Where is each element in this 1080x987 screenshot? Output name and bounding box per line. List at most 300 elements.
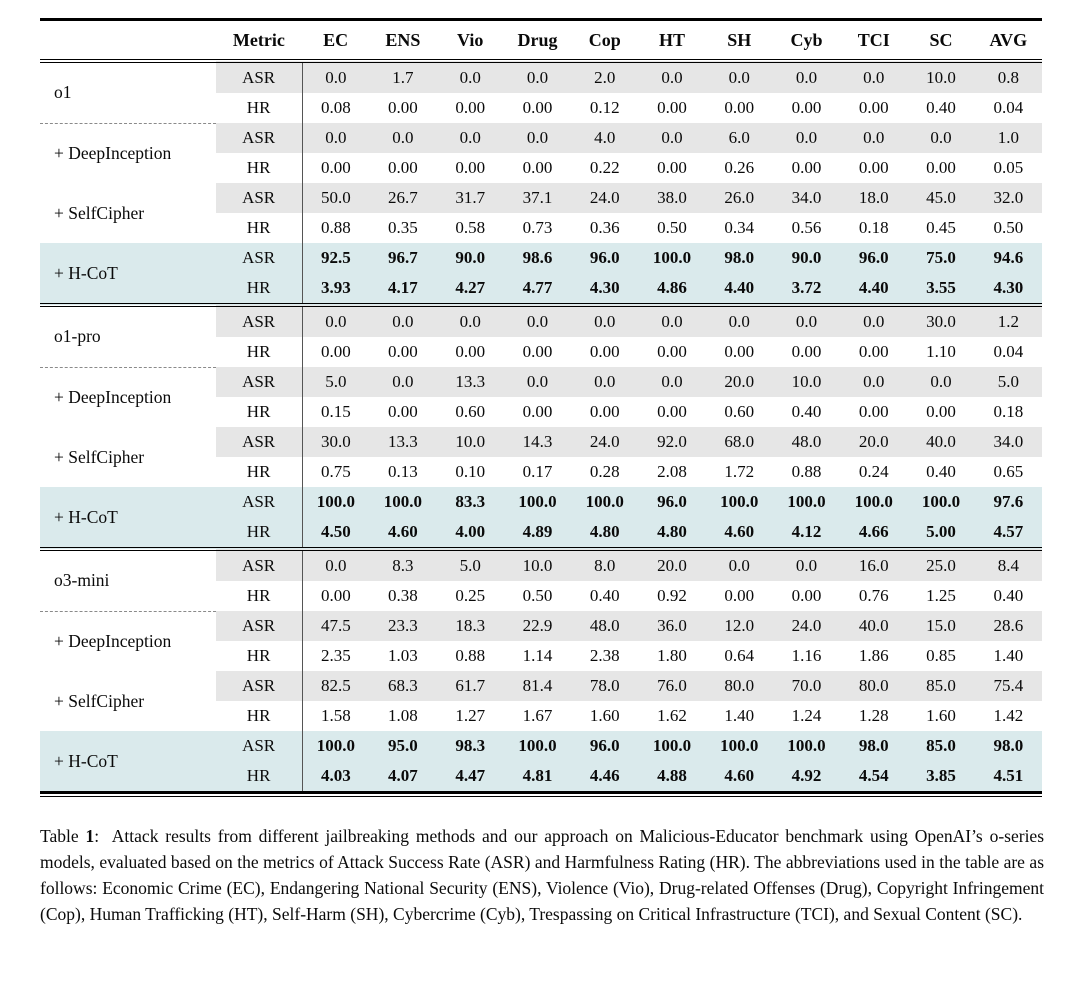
metric-cell: HR: [216, 153, 302, 183]
value-cell: 0.50: [522, 586, 553, 605]
value-cell: 2.38: [589, 646, 620, 665]
value-cell: 5.0: [975, 367, 1042, 397]
value-cell: 100.0: [773, 487, 840, 517]
value-cell: 100.0: [369, 487, 436, 517]
value-cell: 4.46: [571, 761, 638, 793]
value-cell: 0.00: [589, 402, 620, 421]
value-cell: 0.58: [455, 218, 486, 237]
value-cell: 4.60: [369, 517, 436, 549]
value-cell: 76.0: [638, 671, 705, 701]
value-cell: 78.0: [571, 671, 638, 701]
metric-cell: ASR: [216, 487, 302, 517]
value-cell: 1.28: [858, 706, 889, 725]
value-cell: 28.6: [975, 611, 1042, 641]
metric-cell: ASR: [216, 305, 302, 337]
value-cell: 26.7: [369, 183, 436, 213]
table-caption: [40, 823, 1044, 927]
value-cell: 0.56: [791, 218, 822, 237]
value-cell: 0.40: [993, 586, 1024, 605]
value-cell: 0.0: [504, 305, 571, 337]
metric-cell: HR: [216, 213, 302, 243]
value-cell: 4.50: [302, 517, 369, 549]
value-cell: 0.0: [907, 367, 974, 397]
bottom-rule: [40, 796, 1042, 797]
value-cell: 0.00: [724, 342, 755, 361]
model-label: o3-mini: [40, 549, 216, 611]
value-cell: 0.00: [926, 402, 956, 421]
metric-cell: HR: [216, 701, 302, 731]
value-cell: 20.0: [840, 427, 907, 457]
value-cell: 100.0: [302, 487, 369, 517]
value-cell: 10.0: [437, 427, 504, 457]
header-cell-avg: AVG: [975, 20, 1042, 62]
value-cell: 4.40: [840, 273, 907, 305]
value-cell: 36.0: [638, 611, 705, 641]
metric-cell: HR: [216, 457, 302, 487]
value-cell: 0.45: [926, 218, 956, 237]
table-row: [40, 549, 1042, 581]
caption-label-word: Table: [40, 826, 79, 846]
header-cell-cop: Cop: [571, 20, 638, 62]
value-cell: 0.28: [589, 462, 620, 481]
model-label: + H-CoT: [40, 487, 216, 549]
metric-cell: HR: [216, 517, 302, 549]
value-cell: 2.08: [657, 462, 687, 481]
value-cell: 24.0: [571, 183, 638, 213]
value-cell: 0.00: [522, 98, 553, 117]
value-cell: 4.12: [773, 517, 840, 549]
value-cell: 0.00: [858, 158, 889, 177]
value-cell: 0.00: [321, 158, 351, 177]
value-cell: 30.0: [907, 305, 974, 337]
value-cell: 68.3: [369, 671, 436, 701]
value-cell: 8.0: [571, 549, 638, 581]
value-cell: 92.0: [638, 427, 705, 457]
value-cell: 96.0: [638, 487, 705, 517]
value-cell: 1.60: [589, 706, 620, 725]
metric-cell: ASR: [216, 671, 302, 701]
metric-cell: ASR: [216, 61, 302, 93]
metric-cell: ASR: [216, 243, 302, 273]
value-cell: 100.0: [840, 487, 907, 517]
value-cell: 1.03: [388, 646, 418, 665]
value-cell: 100.0: [638, 243, 705, 273]
value-cell: 18.0: [840, 183, 907, 213]
value-cell: 0.15: [321, 402, 351, 421]
metric-cell: ASR: [216, 123, 302, 153]
value-cell: 0.0: [773, 123, 840, 153]
model-label: + DeepInception: [54, 142, 172, 163]
value-cell: 0.26: [724, 158, 755, 177]
value-cell: 14.3: [504, 427, 571, 457]
header-cell-sc: SC: [907, 20, 974, 62]
value-cell: 90.0: [437, 243, 504, 273]
value-cell: 48.0: [571, 611, 638, 641]
value-cell: 12.0: [706, 611, 773, 641]
header-cell-ec: EC: [302, 20, 369, 62]
model-label: + SelfCipher: [54, 690, 145, 711]
value-cell: 32.0: [975, 183, 1042, 213]
value-cell: 0.00: [791, 98, 822, 117]
value-cell: 0.00: [455, 158, 486, 177]
caption-number: 1: [85, 826, 95, 846]
value-cell: 0.00: [791, 158, 822, 177]
value-cell: 0.22: [589, 158, 620, 177]
value-cell: 1.10: [926, 342, 956, 361]
value-cell: 0.38: [388, 586, 418, 605]
value-cell: 4.60: [706, 761, 773, 793]
value-cell: 0.18: [858, 218, 889, 237]
value-cell: 31.7: [437, 183, 504, 213]
caption-text: Attack results from different jailbreaking methods and our approach on Malicious-Educator benchmark using OpenAI’s o-series models, evaluated based on the metrics of Attack Success Rate (ASR) and Harmfulness Rating (HR). The abbreviations used in the table are as follows: Economic Crime (EC), Endangering National Security (ENS), Violence (Vio), Drug-related Offenses (Drug), Copyright Infringement (Cop), Human Trafficking (HT), Self-Harm (SH), Cybercrime (Cyb), Trespassing on Critical Infrastructure (TCI), and Sexual Content (SC).: [40, 826, 1045, 924]
value-cell: 3.93: [302, 273, 369, 305]
value-cell: 100.0: [504, 731, 571, 761]
value-cell: 1.24: [791, 706, 822, 725]
caption-label: Table 1:: [40, 826, 112, 846]
model-label: + H-CoT: [40, 243, 216, 305]
table-row: [40, 671, 1042, 701]
value-cell: 1.67: [522, 706, 553, 725]
value-cell: 0.0: [504, 123, 571, 153]
value-cell: 0.05: [993, 158, 1024, 177]
value-cell: 34.0: [975, 427, 1042, 457]
value-cell: 0.40: [791, 402, 822, 421]
value-cell: 100.0: [706, 731, 773, 761]
value-cell: 0.88: [321, 218, 351, 237]
value-cell: 5.0: [437, 549, 504, 581]
value-cell: 0.12: [589, 98, 620, 117]
value-cell: 0.50: [657, 218, 687, 237]
value-cell: 0.0: [638, 305, 705, 337]
value-cell: 0.0: [773, 61, 840, 93]
metric-cell: HR: [216, 93, 302, 123]
value-cell: 0.00: [388, 158, 418, 177]
metric-cell: ASR: [216, 549, 302, 581]
value-cell: 0.00: [589, 342, 620, 361]
value-cell: 3.55: [907, 273, 974, 305]
value-cell: 4.57: [975, 517, 1042, 549]
value-cell: 4.60: [706, 517, 773, 549]
value-cell: 98.0: [706, 243, 773, 273]
value-cell: 97.6: [975, 487, 1042, 517]
value-cell: 68.0: [706, 427, 773, 457]
value-cell: 4.80: [638, 517, 705, 549]
value-cell: 90.0: [773, 243, 840, 273]
value-cell: 48.0: [773, 427, 840, 457]
header-cell-cyb: Cyb: [773, 20, 840, 62]
value-cell: 96.0: [840, 243, 907, 273]
value-cell: 0.0: [571, 305, 638, 337]
value-cell: 45.0: [907, 183, 974, 213]
value-cell: 96.0: [571, 243, 638, 273]
metric-cell: HR: [216, 581, 302, 611]
value-cell: 0.00: [522, 342, 553, 361]
value-cell: 0.64: [724, 646, 755, 665]
value-cell: 4.40: [706, 273, 773, 305]
metric-cell: HR: [216, 397, 302, 427]
value-cell: 0.85: [926, 646, 956, 665]
value-cell: 2.0: [571, 61, 638, 93]
value-cell: 0.0: [638, 367, 705, 397]
value-cell: 26.0: [706, 183, 773, 213]
value-cell: 0.00: [724, 586, 755, 605]
model-label: o1: [40, 61, 216, 123]
value-cell: 8.4: [975, 549, 1042, 581]
metric-cell: HR: [216, 641, 302, 671]
value-cell: 100.0: [504, 487, 571, 517]
header-row: [40, 20, 1042, 62]
value-cell: 50.0: [302, 183, 369, 213]
value-cell: 20.0: [706, 367, 773, 397]
value-cell: 37.1: [504, 183, 571, 213]
header-cell-empty: [40, 20, 216, 62]
value-cell: 0.0: [840, 123, 907, 153]
value-cell: 4.30: [571, 273, 638, 305]
value-cell: 4.81: [504, 761, 571, 793]
value-cell: 0.0: [302, 549, 369, 581]
value-cell: 10.0: [504, 549, 571, 581]
value-cell: 81.4: [504, 671, 571, 701]
value-cell: 22.9: [504, 611, 571, 641]
value-cell: 0.00: [657, 342, 687, 361]
value-cell: 1.16: [791, 646, 822, 665]
table-row: [40, 367, 1042, 397]
value-cell: 0.36: [589, 218, 620, 237]
value-cell: 0.17: [522, 462, 553, 481]
value-cell: 98.6: [504, 243, 571, 273]
value-cell: 1.08: [388, 706, 418, 725]
value-cell: 0.0: [840, 61, 907, 93]
value-cell: 8.3: [369, 549, 436, 581]
value-cell: 24.0: [773, 611, 840, 641]
value-cell: 0.8: [975, 61, 1042, 93]
value-cell: 96.0: [571, 731, 638, 761]
value-cell: 0.00: [455, 98, 486, 117]
table-row: [40, 61, 1042, 93]
value-cell: 0.0: [369, 305, 436, 337]
value-cell: 1.0: [975, 123, 1042, 153]
table-row: [40, 243, 1042, 273]
table-row: [40, 731, 1042, 761]
value-cell: 4.66: [840, 517, 907, 549]
value-cell: 0.00: [522, 402, 553, 421]
value-cell: 4.00: [437, 517, 504, 549]
model-label: + DeepInception: [54, 386, 172, 407]
table-body: [40, 61, 1042, 793]
value-cell: 61.7: [437, 671, 504, 701]
value-cell: 4.92: [773, 761, 840, 793]
value-cell: 0.00: [388, 98, 418, 117]
value-cell: 1.2: [975, 305, 1042, 337]
value-cell: 1.60: [926, 706, 956, 725]
value-cell: 0.18: [993, 402, 1024, 421]
results-table: [40, 18, 1042, 794]
value-cell: 0.0: [437, 61, 504, 93]
metric-cell: ASR: [216, 367, 302, 397]
value-cell: 80.0: [840, 671, 907, 701]
metric-cell: HR: [216, 337, 302, 367]
value-cell: 0.00: [858, 342, 889, 361]
value-cell: 0.34: [724, 218, 755, 237]
metric-cell: HR: [216, 273, 302, 305]
value-cell: 0.00: [388, 342, 418, 361]
model-label: + SelfCipher: [54, 446, 145, 467]
value-cell: 40.0: [907, 427, 974, 457]
value-cell: 0.08: [321, 98, 351, 117]
value-cell: 23.3: [369, 611, 436, 641]
header-cell-tci: TCI: [840, 20, 907, 62]
value-cell: 30.0: [302, 427, 369, 457]
metric-cell: ASR: [216, 731, 302, 761]
value-cell: 0.0: [706, 61, 773, 93]
value-cell: 0.0: [437, 305, 504, 337]
value-cell: 0.0: [638, 61, 705, 93]
value-cell: 0.40: [589, 586, 620, 605]
value-cell: 0.0: [571, 367, 638, 397]
value-cell: 1.14: [522, 646, 553, 665]
value-cell: 47.5: [302, 611, 369, 641]
value-cell: 1.58: [321, 706, 351, 725]
value-cell: 15.0: [907, 611, 974, 641]
value-cell: 75.0: [907, 243, 974, 273]
value-cell: 4.80: [571, 517, 638, 549]
value-cell: 2.35: [321, 646, 351, 665]
header-cell-sh: SH: [706, 20, 773, 62]
value-cell: 83.3: [437, 487, 504, 517]
metric-cell: ASR: [216, 183, 302, 213]
table-row: [40, 611, 1042, 641]
model-label: + SelfCipher: [54, 202, 145, 223]
value-cell: 3.72: [773, 273, 840, 305]
value-cell: 0.73: [522, 218, 553, 237]
value-cell: 0.0: [302, 61, 369, 93]
value-cell: 0.24: [858, 462, 889, 481]
value-cell: 0.00: [657, 98, 687, 117]
value-cell: 4.54: [840, 761, 907, 793]
value-cell: 5.0: [302, 367, 369, 397]
value-cell: 100.0: [302, 731, 369, 761]
header-cell-ht: HT: [638, 20, 705, 62]
header-cell-vio: Vio: [437, 20, 504, 62]
value-cell: 3.85: [907, 761, 974, 793]
value-cell: 0.04: [993, 98, 1024, 117]
metric-cell: ASR: [216, 427, 302, 457]
header-cell-metric: Metric: [216, 20, 302, 62]
value-cell: 0.00: [791, 342, 822, 361]
value-cell: 0.88: [455, 646, 486, 665]
value-cell: 70.0: [773, 671, 840, 701]
value-cell: 4.89: [504, 517, 571, 549]
metric-cell: ASR: [216, 611, 302, 641]
value-cell: 4.51: [975, 761, 1042, 793]
value-cell: 1.72: [724, 462, 755, 481]
metric-cell: HR: [216, 761, 302, 793]
value-cell: 16.0: [840, 549, 907, 581]
value-cell: 0.00: [321, 342, 351, 361]
value-cell: 0.04: [993, 342, 1024, 361]
value-cell: 82.5: [302, 671, 369, 701]
table-row: [40, 487, 1042, 517]
header-cell-drug: Drug: [504, 20, 571, 62]
value-cell: 0.00: [321, 586, 351, 605]
value-cell: 0.25: [455, 586, 486, 605]
value-cell: 4.47: [437, 761, 504, 793]
value-cell: 0.00: [657, 158, 687, 177]
value-cell: 0.00: [926, 158, 956, 177]
value-cell: 4.77: [504, 273, 571, 305]
value-cell: 92.5: [302, 243, 369, 273]
table-row: [40, 427, 1042, 457]
value-cell: 0.0: [437, 123, 504, 153]
value-cell: 0.00: [522, 158, 553, 177]
value-cell: 98.0: [840, 731, 907, 761]
value-cell: 4.17: [369, 273, 436, 305]
value-cell: 0.0: [706, 305, 773, 337]
value-cell: 1.86: [858, 646, 889, 665]
value-cell: 20.0: [638, 549, 705, 581]
value-cell: 38.0: [638, 183, 705, 213]
value-cell: 100.0: [907, 487, 974, 517]
value-cell: 0.0: [302, 305, 369, 337]
value-cell: 0.60: [455, 402, 486, 421]
model-label: + DeepInception: [54, 630, 172, 651]
value-cell: 13.3: [369, 427, 436, 457]
value-cell: 0.0: [773, 549, 840, 581]
value-cell: 0.0: [638, 123, 705, 153]
value-cell: 0.0: [504, 367, 571, 397]
value-cell: 0.75: [321, 462, 351, 481]
value-cell: 75.4: [975, 671, 1042, 701]
value-cell: 1.80: [657, 646, 687, 665]
value-cell: 18.3: [437, 611, 504, 641]
value-cell: 4.07: [369, 761, 436, 793]
value-cell: 0.76: [858, 586, 889, 605]
value-cell: 25.0: [907, 549, 974, 581]
value-cell: 34.0: [773, 183, 840, 213]
value-cell: 0.40: [926, 462, 956, 481]
value-cell: 13.3: [437, 367, 504, 397]
value-cell: 0.0: [907, 123, 974, 153]
value-cell: 4.86: [638, 273, 705, 305]
value-cell: 0.92: [657, 586, 687, 605]
value-cell: 10.0: [773, 367, 840, 397]
value-cell: 100.0: [706, 487, 773, 517]
value-cell: 100.0: [638, 731, 705, 761]
value-cell: 0.0: [706, 549, 773, 581]
value-cell: 100.0: [571, 487, 638, 517]
value-cell: 0.50: [993, 218, 1024, 237]
value-cell: 4.03: [302, 761, 369, 793]
value-cell: 0.00: [858, 98, 889, 117]
header-cell-ens: ENS: [369, 20, 436, 62]
value-cell: 4.27: [437, 273, 504, 305]
value-cell: 0.00: [657, 402, 687, 421]
value-cell: 1.25: [926, 586, 956, 605]
value-cell: 1.42: [993, 706, 1024, 725]
value-cell: 24.0: [571, 427, 638, 457]
value-cell: 95.0: [369, 731, 436, 761]
value-cell: 100.0: [773, 731, 840, 761]
value-cell: 0.0: [504, 61, 571, 93]
value-cell: 1.7: [369, 61, 436, 93]
value-cell: 0.00: [724, 98, 755, 117]
value-cell: 85.0: [907, 731, 974, 761]
value-cell: 4.88: [638, 761, 705, 793]
table-row: [40, 123, 1042, 153]
table-row: [40, 183, 1042, 213]
value-cell: 0.65: [993, 462, 1024, 481]
value-cell: 0.40: [926, 98, 956, 117]
